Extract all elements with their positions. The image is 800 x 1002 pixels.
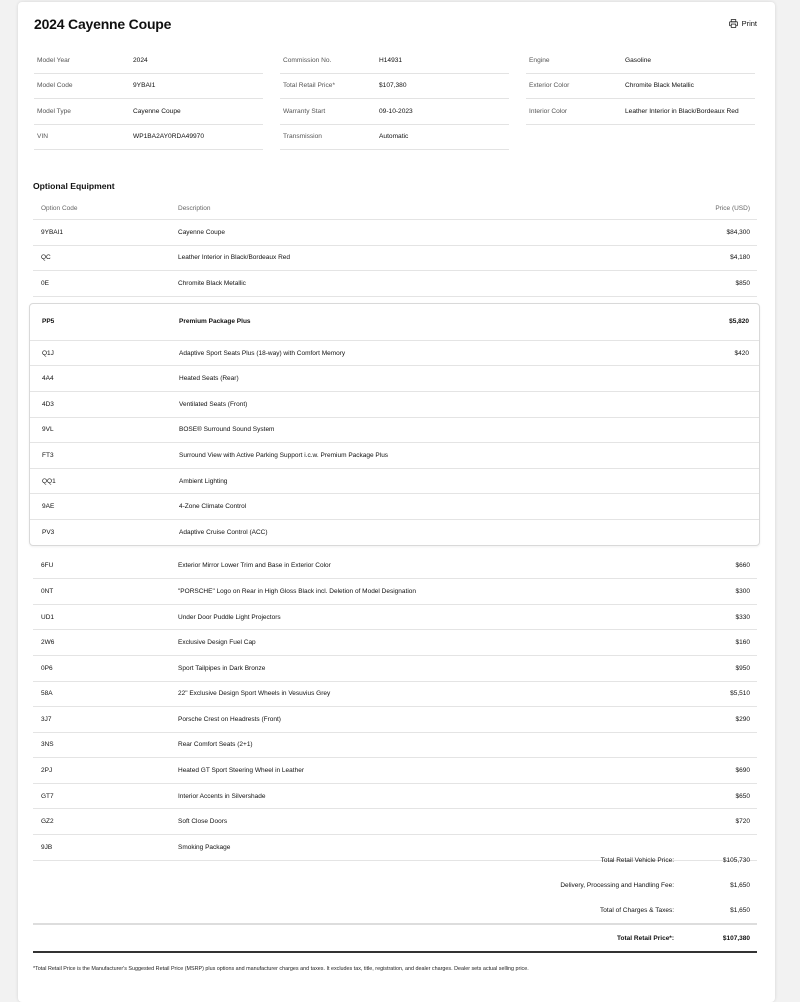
table-row: [33, 784, 757, 810]
table-header: [33, 198, 757, 220]
package-items: [30, 341, 759, 545]
option-price: $690: [735, 767, 750, 775]
info-row: [280, 48, 509, 74]
option-code: 9JB: [41, 843, 53, 851]
info-value: Gasoline: [625, 56, 652, 64]
info-row: [34, 99, 263, 125]
info-value: Leather Interior in Black/Bordeaux Red: [625, 107, 739, 115]
table-row: [33, 809, 757, 835]
table-row: [30, 418, 759, 444]
info-label: Model Type: [37, 107, 71, 115]
table-row: [33, 220, 757, 246]
option-code: 3NS: [41, 741, 54, 749]
option-code: QC: [41, 254, 51, 262]
package-price: $5,820: [729, 318, 749, 326]
option-code: 9YBAI1: [41, 228, 64, 236]
info-row: [526, 74, 755, 100]
table-row: [33, 707, 757, 733]
info-label: Commission No.: [283, 56, 332, 64]
option-description: Ventilated Seats (Front): [179, 400, 248, 408]
table-row: [33, 656, 757, 682]
charges-taxes-row: [33, 898, 757, 925]
info-label: Total Retail Price*: [283, 82, 336, 90]
option-description: 4-Zone Climate Control: [179, 503, 247, 511]
option-code: FT3: [42, 451, 54, 459]
option-code: 0P6: [41, 664, 53, 672]
table-row: [30, 469, 759, 495]
info-value: 2024: [133, 56, 148, 64]
option-price: $850: [735, 279, 750, 287]
option-description: Adaptive Sport Seats Plus (18-way) with Comfort Memory: [179, 349, 346, 357]
vehicle-details-card: [18, 2, 775, 1002]
info-column: [526, 48, 755, 150]
option-code: GT7: [41, 792, 54, 800]
table-row: [30, 392, 759, 418]
table-row: [33, 554, 757, 580]
option-description: Surround View with Active Parking Support i.c.w. Premium Package Plus: [179, 451, 389, 459]
table-row: [33, 758, 757, 784]
option-code: 2PJ: [41, 767, 53, 775]
rows-before: [33, 220, 757, 297]
table-row: [30, 366, 759, 392]
option-description: Heated Seats (Rear): [179, 375, 239, 383]
info-label: Model Year: [37, 56, 70, 64]
totals-section: [33, 848, 757, 953]
package-code: PP5: [42, 318, 55, 326]
option-price: $950: [735, 664, 750, 672]
option-price: $420: [734, 349, 749, 357]
option-description: 22" Exclusive Design Sport Wheels in Vesuvius Grey: [178, 690, 331, 698]
option-price: $300: [735, 587, 750, 595]
printer-icon: [729, 19, 738, 28]
info-row: [34, 74, 263, 100]
option-code: 58A: [41, 690, 53, 698]
footnote: *Total Retail Price is the Manufacturer's Suggested Retail Price (MSRP) plus options and manufacturer charges and taxes. It excludes tax, title, registration, and dealer charges. Dealer sets actual selling price.: [33, 966, 529, 972]
option-code: 0E: [41, 279, 49, 287]
option-code: 9VL: [42, 426, 54, 434]
option-code: UD1: [41, 613, 55, 621]
premium-package-group: [29, 303, 760, 546]
info-row: [280, 74, 509, 100]
option-description: Porsche Crest on Headrests (Front): [178, 715, 281, 723]
option-description: Soft Close Doors: [178, 818, 228, 826]
option-price: $84,300: [726, 228, 750, 236]
option-description: BOSE® Surround Sound System: [179, 426, 275, 434]
total-vehicle-row: [33, 848, 757, 873]
info-row: [526, 48, 755, 74]
option-description: Heated GT Sport Steering Wheel in Leather: [178, 767, 304, 775]
option-code: 9AE: [42, 503, 55, 511]
header-description: Description: [178, 205, 211, 212]
option-code: Q1J: [42, 349, 54, 357]
option-code: 2W6: [41, 639, 55, 647]
info-column: [34, 48, 263, 150]
table-row: [30, 494, 759, 520]
option-price: $720: [735, 818, 750, 826]
option-description: Exterior Mirror Lower Trim and Base in Exterior Color: [178, 562, 331, 570]
option-description: Adaptive Cruise Control (ACC): [179, 528, 268, 536]
info-label: Interior Color: [529, 107, 568, 115]
info-value: Automatic: [379, 133, 409, 141]
option-description: Exclusive Design Fuel Cap: [178, 639, 256, 647]
option-code: 4D3: [42, 400, 54, 408]
table-row: [33, 579, 757, 605]
page-title: 2024 Cayenne Coupe: [34, 16, 172, 32]
info-row: [526, 99, 755, 125]
info-row: [34, 48, 263, 74]
header-option-code: Option Code: [41, 205, 78, 212]
table-row: [33, 246, 757, 272]
table-row: [30, 520, 759, 545]
print-label: Print: [741, 19, 757, 28]
package-description: Premium Package Plus: [179, 318, 251, 326]
info-label: Engine: [529, 56, 550, 64]
package-header-row: [30, 304, 759, 341]
option-code: 3J7: [41, 715, 52, 723]
table-row: [33, 605, 757, 631]
grand-total-value: $107,380: [722, 934, 750, 942]
delivery-fee-value: $1,650: [730, 882, 750, 889]
option-description: Leather Interior in Black/Bordeaux Red: [178, 254, 291, 262]
info-label: Model Code: [37, 82, 73, 90]
option-description: Rear Comfort Seats (2+1): [178, 741, 253, 749]
table-row: [33, 682, 757, 708]
info-value: $107,380: [379, 82, 407, 90]
table-row: [33, 733, 757, 759]
info-row: [34, 125, 263, 151]
info-row: [280, 125, 509, 151]
option-description: Smoking Package: [178, 843, 231, 851]
option-description: Cayenne Coupe: [178, 228, 225, 236]
option-description: Sport Tailpipes in Dark Bronze: [178, 664, 266, 672]
table-row: [30, 341, 759, 367]
total-vehicle-label: Total Retail Vehicle Price:: [600, 857, 674, 864]
print-button[interactable]: [729, 19, 757, 28]
info-label: Exterior Color: [529, 82, 570, 90]
option-price: $660: [735, 562, 750, 570]
table-row: [33, 630, 757, 656]
info-value: 09-10-2023: [379, 107, 413, 115]
grand-total-row: [33, 925, 757, 953]
option-description: Under Door Puddle Light Projectors: [178, 613, 281, 621]
info-label: Warranty Start: [283, 107, 326, 115]
option-price: $4,180: [730, 254, 750, 262]
option-code: 4A4: [42, 375, 54, 383]
option-code: PV3: [42, 528, 55, 536]
info-column: [280, 48, 509, 150]
rows-after: [33, 554, 757, 861]
delivery-fee-row: [33, 873, 757, 898]
option-description: "PORSCHE" Logo on Rear in High Gloss Black incl. Deletion of Model Designation: [178, 587, 417, 595]
option-code: QQ1: [42, 477, 56, 485]
table-row: [33, 271, 757, 297]
option-code: 6FU: [41, 562, 54, 570]
info-value: WP1BA2AY0RDA49970: [133, 133, 204, 141]
info-value: 9YBAI1: [133, 82, 156, 90]
option-price: $290: [735, 715, 750, 723]
option-price: $650: [735, 792, 750, 800]
delivery-fee-label: Delivery, Processing and Handling Fee:: [560, 882, 674, 889]
table-row: [30, 443, 759, 469]
info-value: Cayenne Coupe: [133, 107, 181, 115]
charges-taxes-value: $1,650: [730, 907, 750, 914]
option-price: $5,510: [730, 690, 750, 698]
option-code: GZ2: [41, 818, 54, 826]
option-description: Chromite Black Metallic: [178, 279, 246, 287]
option-code: 0NT: [41, 587, 54, 595]
grand-total-label: Total Retail Price*:: [617, 934, 674, 942]
option-description: Ambient Lighting: [179, 477, 228, 485]
info-value: Chromite Black Metallic: [625, 82, 694, 90]
info-row: [280, 99, 509, 125]
vehicle-info-grid: [34, 48, 756, 150]
total-vehicle-value: $105,730: [722, 857, 750, 864]
header-price: Price (USD): [715, 205, 750, 212]
optional-equipment-table: [33, 198, 757, 861]
option-description: Interior Accents in Silvershade: [178, 792, 266, 800]
charges-taxes-label: Total of Charges & Taxes:: [600, 907, 674, 914]
optional-equipment-title: Optional Equipment: [33, 181, 115, 191]
option-price: $330: [735, 613, 750, 621]
option-price: $160: [735, 639, 750, 647]
info-label: Transmission: [283, 133, 322, 141]
info-value: H14931: [379, 56, 403, 64]
info-label: VIN: [37, 133, 48, 141]
